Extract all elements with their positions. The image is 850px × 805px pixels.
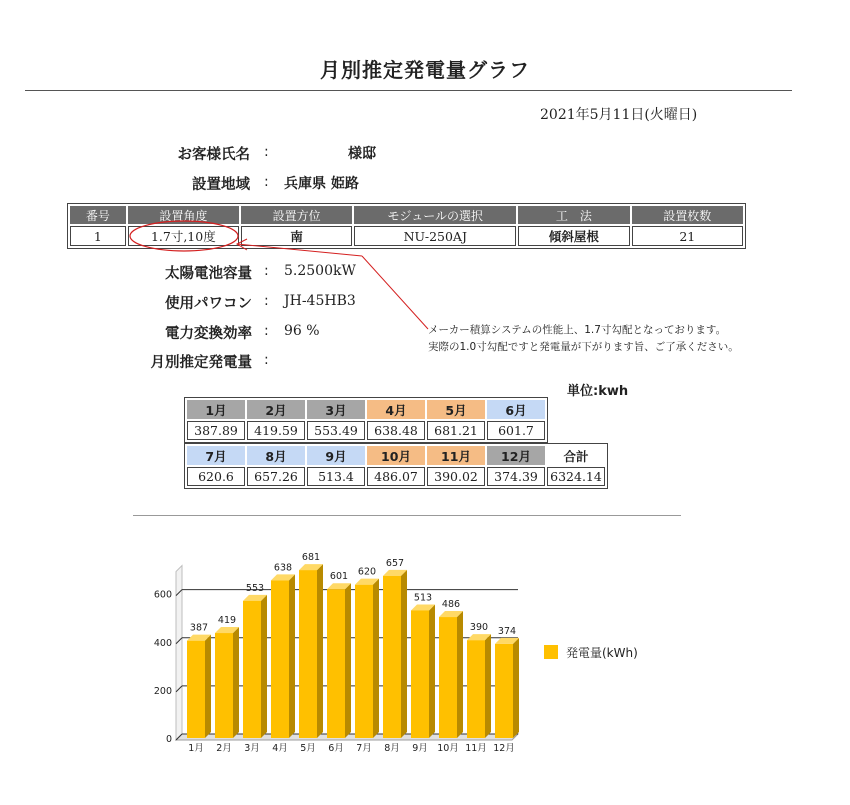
region-colon: : bbox=[264, 174, 269, 190]
capacity-colon: : bbox=[264, 263, 269, 279]
bar-side-12 bbox=[513, 638, 519, 738]
month-value-1: 387.89 bbox=[187, 421, 245, 440]
month-value-6: 601.7 bbox=[487, 421, 545, 440]
spec-header-angle: 設置角度 bbox=[128, 206, 239, 224]
bar-side-4 bbox=[289, 574, 295, 738]
region-value: 兵庫県 姫路 bbox=[284, 176, 359, 192]
customer-name-colon: : bbox=[264, 144, 269, 160]
month-value-9: 513.4 bbox=[307, 467, 365, 486]
customer-name-value: 様邸 bbox=[348, 146, 376, 162]
x-tick-label-1: 1月 bbox=[188, 743, 204, 754]
capacity-label: 太陽電池容量 bbox=[165, 266, 252, 282]
spec-cell-angle: 1.7寸,10度 bbox=[128, 226, 239, 246]
legend-label: 発電量(kWh) bbox=[566, 646, 638, 660]
bar-side-3 bbox=[261, 595, 267, 738]
month-header-10: 10月 bbox=[367, 446, 425, 465]
bar-7 bbox=[355, 585, 373, 738]
efficiency-label: 電力変換効率 bbox=[165, 326, 252, 342]
monthly-colon: : bbox=[264, 352, 269, 368]
month-header-9: 9月 bbox=[307, 446, 365, 465]
bar-side-7 bbox=[373, 579, 379, 738]
month-value-12: 374.39 bbox=[487, 467, 545, 486]
region-label: 設置地域 bbox=[192, 177, 250, 193]
total-header: 合計 bbox=[547, 446, 605, 465]
bar-5 bbox=[299, 570, 317, 738]
month-value-11: 390.02 bbox=[427, 467, 485, 486]
data-label-1: 387 bbox=[189, 622, 209, 634]
data-label-7: 620 bbox=[357, 566, 377, 578]
monthly-label: 月別推定発電量 bbox=[150, 355, 252, 371]
spec-cell-method: 傾斜屋根 bbox=[518, 226, 629, 246]
pcs-label: 使用パワコン bbox=[165, 296, 252, 312]
x-tick-label-5: 5月 bbox=[300, 743, 316, 754]
note-line-2: 実際の1.0寸勾配ですと発電量が下がります旨、ご了承ください。 bbox=[428, 341, 739, 353]
spec-header-module: モジュールの選択 bbox=[354, 206, 516, 224]
month-header-3: 3月 bbox=[307, 400, 365, 419]
month-header-11: 11月 bbox=[427, 446, 485, 465]
bar-11 bbox=[467, 640, 485, 738]
data-label-10: 486 bbox=[441, 599, 461, 611]
spec-cell-direction: 南 bbox=[241, 226, 352, 246]
month-header-4: 4月 bbox=[367, 400, 425, 419]
data-label-4: 638 bbox=[273, 562, 293, 574]
month-header-5: 5月 bbox=[427, 400, 485, 419]
bar-9 bbox=[411, 610, 429, 738]
x-tick-label-9: 9月 bbox=[412, 743, 428, 754]
bar-side-11 bbox=[485, 634, 491, 738]
page-title: 月別推定発電量グラフ bbox=[320, 58, 530, 82]
total-value: 6324.14 bbox=[547, 467, 605, 486]
bar-side-5 bbox=[317, 564, 323, 738]
efficiency-colon: : bbox=[264, 323, 269, 339]
month-value-7: 620.6 bbox=[187, 467, 245, 486]
bar-2 bbox=[215, 633, 233, 738]
month-value-3: 553.49 bbox=[307, 421, 365, 440]
unit-label: 単位:kwh bbox=[567, 384, 629, 399]
bar-side-1 bbox=[205, 635, 211, 738]
spec-header-method: 工 法 bbox=[518, 206, 629, 224]
bar-10 bbox=[439, 617, 457, 738]
month-header-6: 6月 bbox=[487, 400, 545, 419]
bar-1 bbox=[187, 641, 205, 738]
bar-8 bbox=[383, 576, 401, 738]
report-date: 2021年5月11日(火曜日) bbox=[540, 107, 698, 123]
customer-name-label: お客様氏名 bbox=[177, 147, 250, 163]
data-label-3: 553 bbox=[245, 582, 265, 594]
data-label-12: 374 bbox=[497, 625, 517, 637]
month-header-1: 1月 bbox=[187, 400, 245, 419]
pcs-value: JH-45HB3 bbox=[284, 293, 356, 309]
bar-6 bbox=[327, 589, 345, 738]
x-tick-label-3: 3月 bbox=[244, 743, 260, 754]
month-value-10: 486.07 bbox=[367, 467, 425, 486]
month-header-12: 12月 bbox=[487, 446, 545, 465]
y-tick-label-200: 200 bbox=[153, 685, 172, 697]
spec-header-count: 設置枚数 bbox=[632, 206, 743, 224]
month-header-2: 2月 bbox=[247, 400, 305, 419]
month-value-8: 657.26 bbox=[247, 467, 305, 486]
data-label-2: 419 bbox=[217, 615, 237, 627]
spec-header-number: 番号 bbox=[70, 206, 126, 224]
efficiency-value: 96 % bbox=[284, 323, 320, 339]
bar-4 bbox=[271, 580, 289, 738]
data-label-5: 681 bbox=[301, 552, 321, 564]
y-tick-label-400: 400 bbox=[153, 637, 172, 649]
bar-side-9 bbox=[429, 604, 435, 738]
x-tick-label-6: 6月 bbox=[328, 743, 344, 754]
x-tick-label-12: 12月 bbox=[493, 743, 515, 754]
spec-header-direction: 設置方位 bbox=[241, 206, 352, 224]
month-header-8: 8月 bbox=[247, 446, 305, 465]
spec-cell-module: NU-250AJ bbox=[354, 226, 516, 246]
data-label-11: 390 bbox=[469, 622, 489, 634]
month-value-2: 419.59 bbox=[247, 421, 305, 440]
note-line-1: メーカー積算システムの性能上、1.7寸勾配となっております。 bbox=[428, 324, 727, 336]
bar-12 bbox=[495, 644, 513, 738]
bar-side-6 bbox=[345, 583, 351, 738]
x-tick-label-10: 10月 bbox=[437, 743, 459, 754]
data-label-9: 513 bbox=[413, 592, 433, 604]
y-tick-label-600: 600 bbox=[153, 589, 172, 601]
y-tick-label-0: 0 bbox=[165, 734, 172, 745]
month-value-4: 638.48 bbox=[367, 421, 425, 440]
x-tick-label-8: 8月 bbox=[384, 743, 400, 754]
bar-3 bbox=[243, 601, 261, 738]
x-tick-label-11: 11月 bbox=[465, 743, 487, 754]
capacity-value: 5.2500kW bbox=[284, 263, 356, 279]
bar-side-10 bbox=[457, 611, 463, 738]
bar-side-8 bbox=[401, 570, 407, 738]
data-label-8: 657 bbox=[385, 557, 405, 569]
legend-swatch bbox=[544, 645, 558, 659]
data-label-6: 601 bbox=[329, 571, 349, 583]
month-value-5: 681.21 bbox=[427, 421, 485, 440]
x-tick-label-4: 4月 bbox=[272, 743, 288, 754]
spec-cell-count: 21 bbox=[632, 226, 743, 246]
x-tick-label-7: 7月 bbox=[356, 743, 372, 754]
x-tick-label-2: 2月 bbox=[216, 743, 232, 754]
chart-side-wall bbox=[176, 566, 182, 740]
spec-cell-number: 1 bbox=[70, 226, 126, 246]
bar-side-2 bbox=[233, 627, 239, 738]
month-header-7: 7月 bbox=[187, 446, 245, 465]
pcs-colon: : bbox=[264, 293, 269, 309]
